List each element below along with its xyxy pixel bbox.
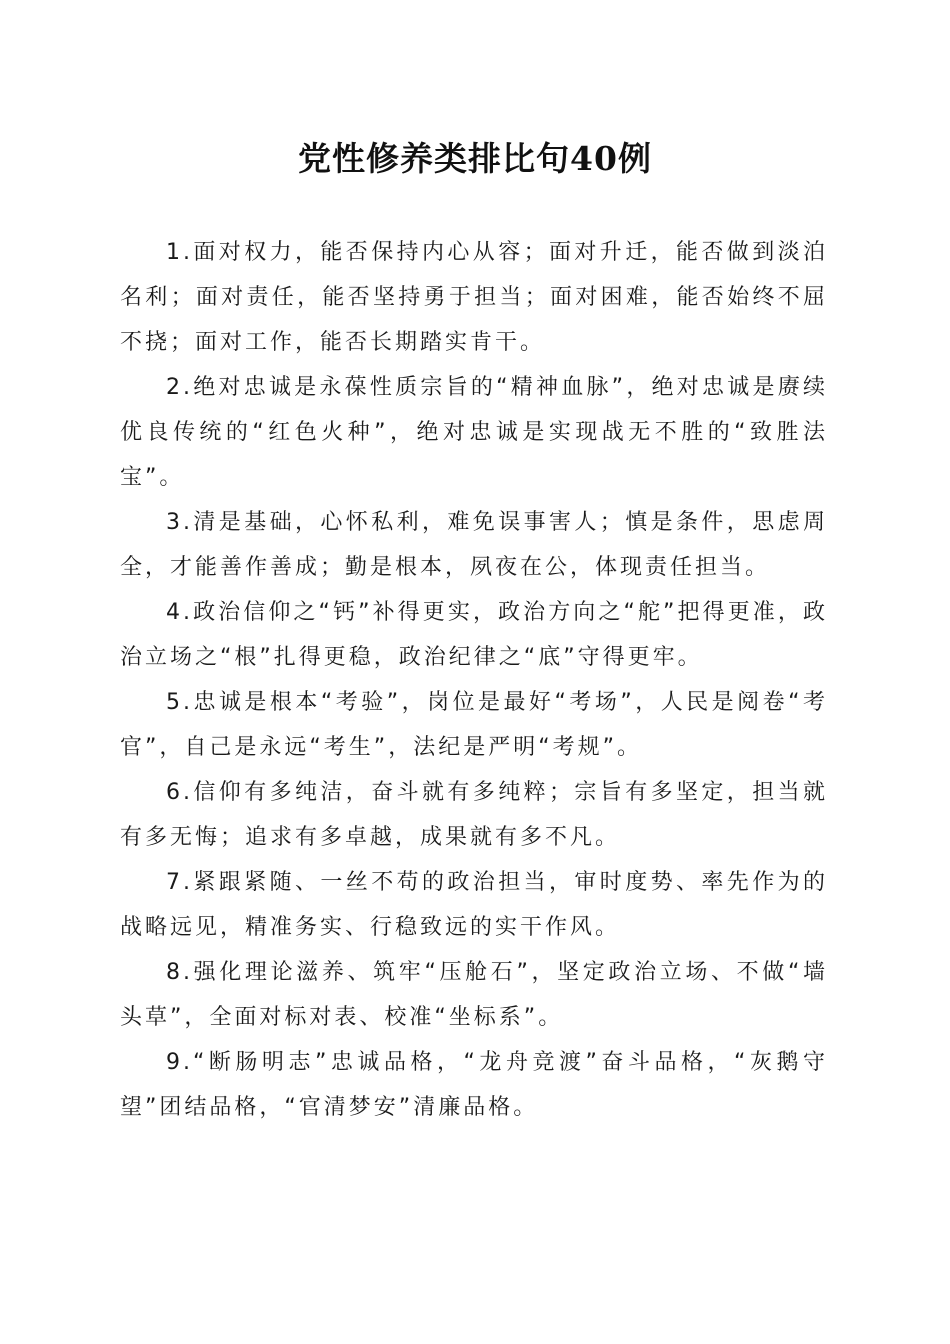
- paragraph-9: 9.“断肠明志”忠诚品格，“龙舟竞渡”奋斗品格，“灰鹅守望”团结品格，“官清梦安”清廉品格。: [120, 1050, 828, 1120]
- paragraph-6: 6.信仰有多纯洁，奋斗就有多纯粹；宗旨有多坚定，担当就有多无悔；追求有多卓越，成果就有多不凡。: [120, 780, 828, 850]
- paragraph-5: 5.忠诚是根本“考验”，岗位是最好“考场”，人民是阅卷“考官”，自己是永远“考生”，法纪是严明“考规”。: [120, 690, 828, 760]
- document-body: [120, 230, 828, 1130]
- paragraph-7: 7.紧跟紧随、一丝不苟的政治担当，审时度势、率先作为的战略远见，精准务实、行稳致远的实干作风。: [120, 870, 828, 940]
- document-title: 党性修养类排比句40例: [298, 139, 652, 178]
- paragraph-8: 8.强化理论滋养、筑牢“压舱石”，坚定政治立场、不做“墙头草”，全面对标对表、校准“坐标系”。: [120, 960, 828, 1030]
- paragraph-1: 1.面对权力，能否保持内心从容；面对升迁，能否做到淡泊名利；面对责任，能否坚持勇于担当；面对困难，能否始终不屈不挠；面对工作，能否长期踏实肯干。: [120, 240, 828, 355]
- paragraph-3: 3.清是基础，心怀私利，难免误事害人；慎是条件，思虑周全，才能善作善成；勤是根本，夙夜在公，体现责任担当。: [120, 510, 828, 580]
- paragraph-2: 2.绝对忠诚是永葆性质宗旨的“精神血脉”，绝对忠诚是赓续优良传统的“红色火种”，绝对忠诚是实现战无不胜的“致胜法宝”。: [120, 375, 828, 490]
- paragraph-4: 4.政治信仰之“钙”补得更实，政治方向之“舵”把得更准，政治立场之“根”扎得更稳，政治纪律之“底”守得更牢。: [120, 600, 828, 670]
